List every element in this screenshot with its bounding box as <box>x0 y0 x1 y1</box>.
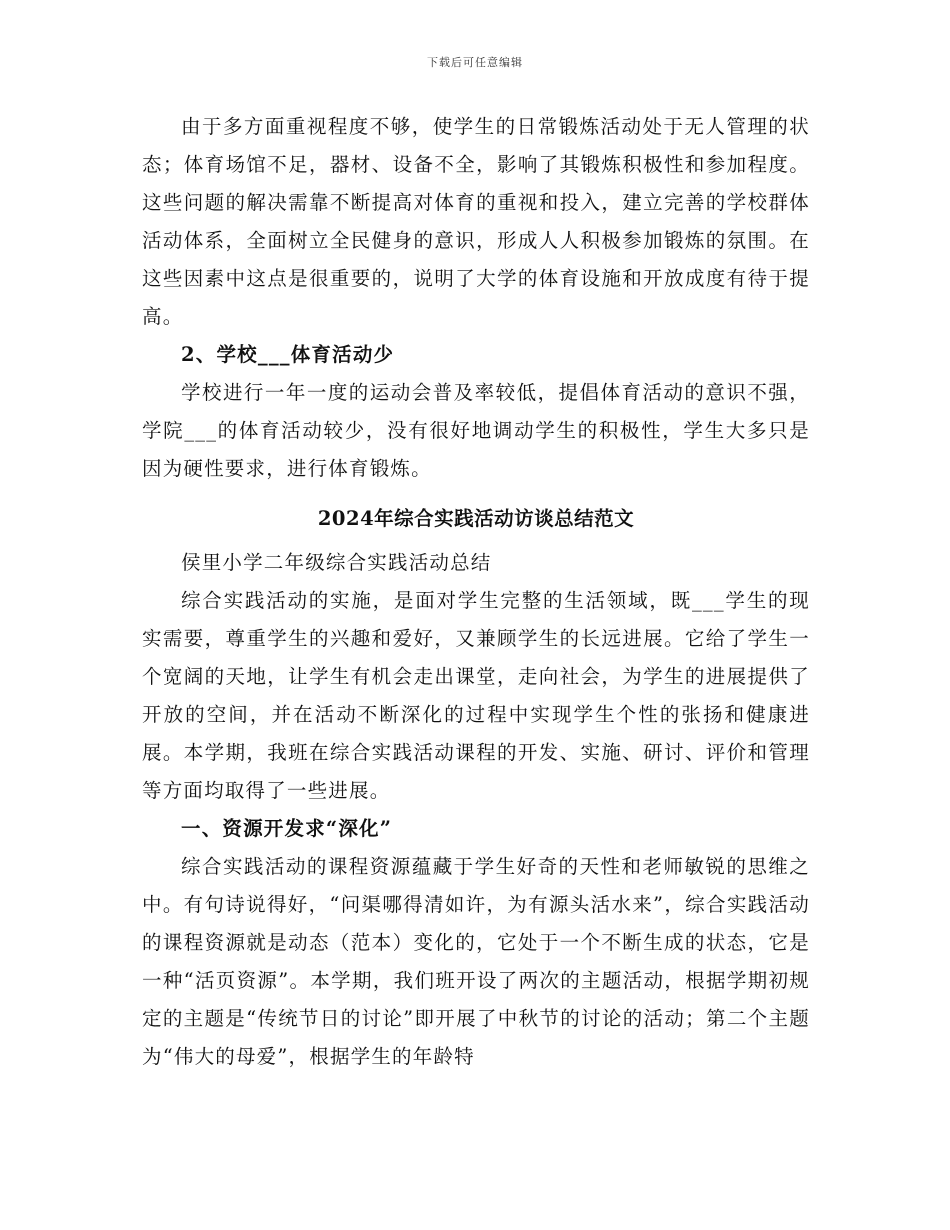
paragraph-intro: 综合实践活动的实施，是面对学生完整的生活领域，既___学生的现实需要，尊重学生的兴趣和爱好，又兼顾学生的长远进展。它给了学生一个宽阔的天地，让学生有机会走出课堂，走向社会，为学生的进展提供了开放的空间，并在活动不断深化的过程中实现学生个性的张扬和健康进展。本学期，我班在综合实践活动课程的开发、实施、研讨、评价和管理等方面均取得了一些进展。 <box>142 589 810 802</box>
document-body <box>142 108 810 1076</box>
page-header: 下载后可任意编辑 <box>427 56 523 69</box>
paragraph-subtitle: 侯里小学二年级综合实践活动总结 <box>181 551 492 574</box>
paragraph-resources: 综合实践活动的课程资源蕴藏于学生好奇的天性和老师敏锐的思维之中。有句诗说得好，“问渠哪得清如许，为有源头活水来”，综合实践活动的课程资源就是动态（范本）变化的，它处于一个不断生成的状态，它是一种“活页资源”。本学期，我们班开设了两次的主题活动，根据学期初规定的主题是“传统节日的讨论”即开展了中秋节的讨论的活动；第二个主题为“伟大的母爱”，根据学生的年龄特 <box>142 855 810 1068</box>
paragraph-school-activities: 学校进行一年一度的运动会普及率较低，提倡体育活动的意识不强，学院___的体育活动较少，没有很好地调动学生的积极性，学生大多只是因为硬性要求，进行体育锻炼。 <box>142 381 810 480</box>
section-heading-resources: 一、资源开发求“深化” <box>181 817 393 840</box>
paragraph-facilities: 由于多方面重视程度不够，使学生的日常锻炼活动处于无人管理的状态；体育场馆不足，器材、设备不全，影响了其锻炼积极性和参加程度。这些问题的解决需靠不断提高对体育的重视和投入，建立完善的学校群体活动体系，全面树立全民健身的意识，形成人人积极参加锻炼的氛围。在这些因素中这点是很重要的，说明了大学的体育设施和开放成度有待于提高。 <box>142 115 810 328</box>
document-title: 2024年综合实践活动访谈总结范文 <box>317 507 635 530</box>
section-heading-school-activities: 2、学校___体育活动少 <box>181 343 395 366</box>
